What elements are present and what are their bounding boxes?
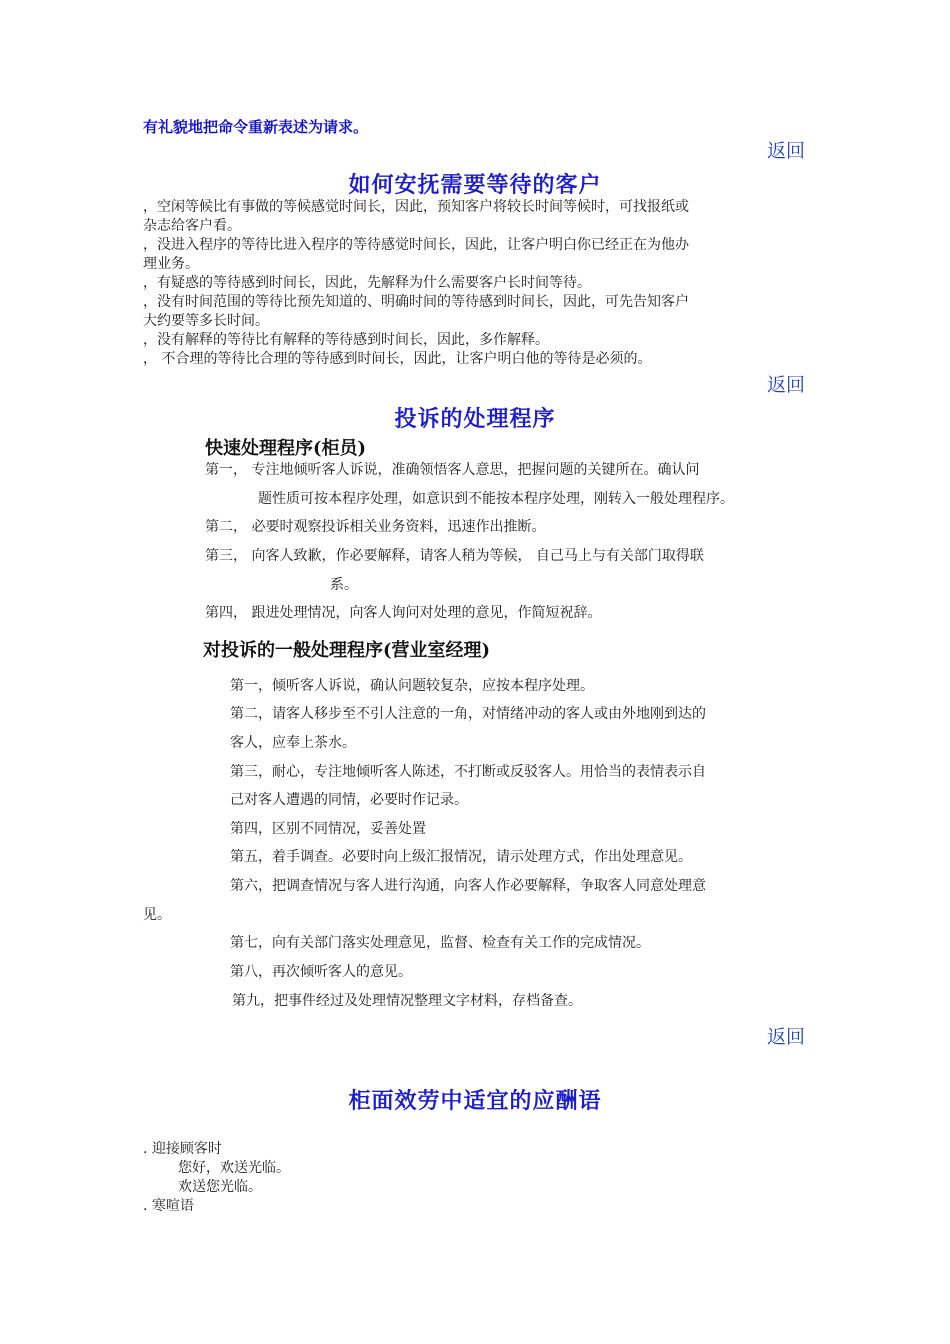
intro-text: 有礼貌地把命令重新表述为请求。 <box>143 118 369 136</box>
waiting-line: 大约要等多长时间。 <box>143 313 269 329</box>
general-step-line: 第一，倾听客人诉说，确认问题较复杂，应按本程序处理。 <box>230 678 594 694</box>
general-step-line: 第七，向有关部门落实处理意见，监督、检查有关工作的完成情况。 <box>230 935 650 951</box>
general-procedure-heading: 对投诉的一般处理程序(营业室经理) <box>203 640 491 661</box>
greeting-line: 您好，欢送光临。 <box>178 1160 290 1176</box>
quick-step-line: 题性质可按本程序处理，如意识到不能按本程序处理，刚转入一般处理程序。 <box>258 491 734 507</box>
general-step-line: 第八，再次倾听客人的意见。 <box>230 964 412 980</box>
greeting-line: 欢送您光临。 <box>178 1179 262 1195</box>
greeting-line: . 寒喧语 <box>143 1198 194 1214</box>
general-step-line: 第九，把事件经过及处理情况整理文字材料，存档备查。 <box>232 993 582 1009</box>
waiting-line: 杂志给客户看。 <box>143 218 241 234</box>
section-title-complaint: 投诉的处理程序 <box>394 406 556 432</box>
general-step-line: 见。 <box>143 907 171 923</box>
waiting-line: ，没有解释的等待比有解释的等待感到时间长，因此，多作解释。 <box>143 332 549 348</box>
waiting-line: ，没进入程序的等待比进入程序的等待感觉时间长，因此，让客户明白你已经正在为他办 <box>143 237 689 253</box>
section-title-greetings: 柜面效劳中适宜的应酬语 <box>348 1088 602 1114</box>
general-step-line: 第六，把调查情况与客人进行沟通，向客人作必要解释，争取客人同意处理意 <box>230 878 706 894</box>
back-link[interactable]: 返回 <box>766 374 805 396</box>
quick-step-line: 第一， 专注地倾听客人诉说，准确领悟客人意思，把握问题的关键所在。确认问 <box>205 462 700 478</box>
greeting-line: . 迎接顾客时 <box>143 1141 222 1157</box>
general-step-line: 客人，应奉上茶水。 <box>230 735 356 751</box>
general-step-line: 第五，着手调查。必要时向上级汇报情况，请示处理方式，作出处理意见。 <box>230 849 692 865</box>
waiting-line: ， 不合理的等待比合理的等待感到时间长，因此，让客户明白他的等待是必须的。 <box>143 351 652 367</box>
waiting-line: ，空闲等候比有事做的等候感觉时间长，因此，预知客户将较长时间等候时，可找报纸或 <box>143 199 689 215</box>
general-step-line: 第四，区别不同情况，妥善处置 <box>230 821 426 837</box>
waiting-line: ，没有时间范围的等待比预先知道的、明确时间的等待感到时间长，因此，可先告知客户 <box>143 294 689 310</box>
quick-step-line: 第四， 跟进处理情况，向客人询问对处理的意见，作简短祝辞。 <box>205 605 602 621</box>
general-step-line: 己对客人遭遇的同情，必要时作记录。 <box>230 792 468 808</box>
quick-procedure-heading: 快速处理程序(柜员) <box>205 438 367 459</box>
quick-step-line: 第二， 必要时观察投诉相关业务资料，迅速作出推断。 <box>205 519 546 535</box>
general-step-line: 第二，请客人移步至不引人注意的一角，对情绪冲动的客人或由外地刚到达的 <box>230 706 706 722</box>
waiting-line: 理业务。 <box>143 256 199 272</box>
quick-step-line: 第三， 向客人致歉，作必要解释，请客人稍为等候， 自己马上与有关部门取得联 <box>205 548 704 564</box>
waiting-line: ，有疑惑的等待感到时间长，因此，先解释为什么需要客户长时间等待。 <box>143 275 591 291</box>
section-title-waiting: 如何安抚需要等待的客户 <box>348 172 602 198</box>
quick-step-line: 系。 <box>330 577 358 593</box>
general-step-line: 第三，耐心，专注地倾听客人陈述，不打断或反驳客人。用恰当的表情表示自 <box>230 764 706 780</box>
back-link[interactable]: 返回 <box>766 140 805 162</box>
back-link[interactable]: 返回 <box>766 1026 805 1048</box>
